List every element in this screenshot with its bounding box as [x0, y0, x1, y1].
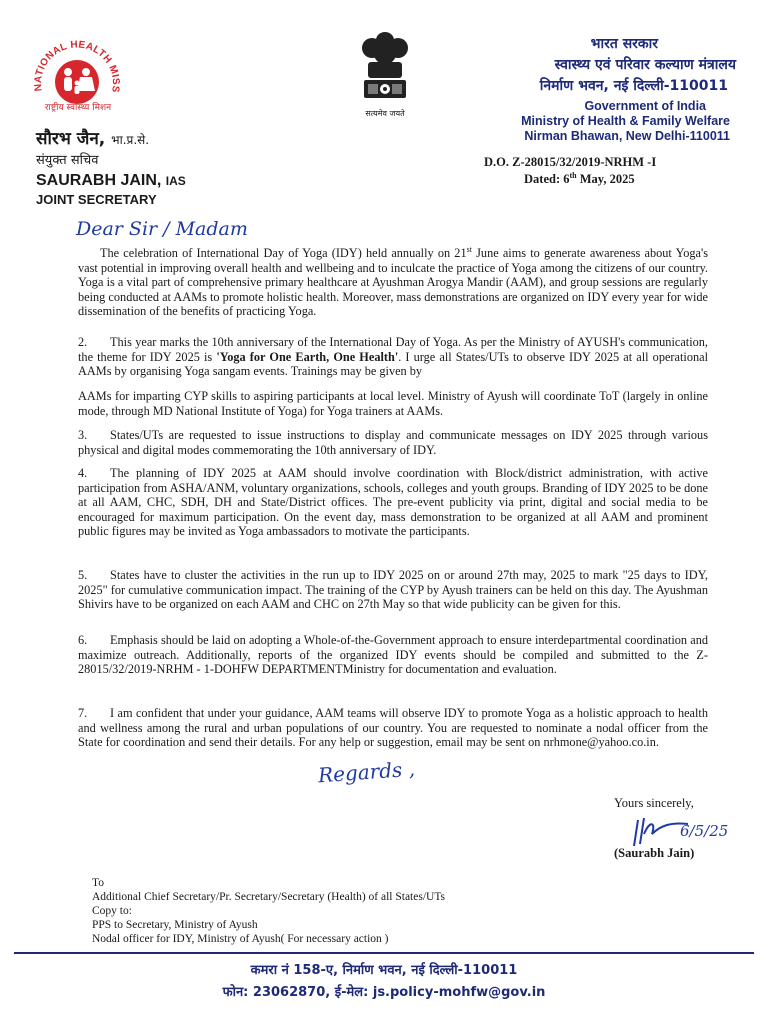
salutation: Dear Sir / Madam	[76, 218, 248, 240]
paragraph-4: 4. The planning of IDY 2025 at AAM should involve coordination with Block/district administration, with active participation from ASHA/ANM, voluntary organizations, schools, colleges and youth groups. Branding of IDY 2025 to be done at all AAM, CHC, SDH, DH and State/District offices. The pre-event publicity via print, digital and social media to be encouraged for maximum participation. On the event day, mass demonstration to be organized at all AAM and prominent public figures may be invited as Yoga ambassadors to motivate the participants.	[78, 466, 708, 539]
sender-designation-hindi: संयुक्त सचिव	[36, 153, 99, 168]
footer-email[interactable]: js.policy-mohfw@gov.in	[372, 985, 546, 1000]
paragraph-2-continued: AAMs for imparting CYP skills to aspiring participants at local level. Ministry of Ayush will coordinate ToT (largely in online mode, through MD National Institute of Yoga) for Yoga trainers at AAMs.	[78, 389, 708, 418]
to-line: Additional Chief Secretary/Pr. Secretary/Secretary (Health) of all States/UTs	[92, 891, 446, 903]
signatory-name: (Saurabh Jain)	[614, 846, 695, 860]
yours-sincerely: Yours sincerely,	[614, 796, 694, 810]
paragraph-5: 5. States have to cluster the activities in the run up to IDY 2025 on or around 27th may, 2025 to mark "25 days to IDY, 2025" for cumulative communication impact. The training of the CYP by Ayush trainers can be held on this day. The Ayushman Shivirs have to be organized on each AAM and CHC on 27th May so that wide publicity can be given for this.	[78, 568, 708, 612]
paragraph-7: 7. I am confident that under your guidance, AAM teams will observe IDY to promote Yoga as a holistic approach to health and wellness among the rural and urban populations of our country. You are requested to nominate a nodal officer from the State for coordination and send their details. For any help or suggestion, email may be sent on nrhmone@yahoo.co.in.	[78, 706, 708, 750]
footer-address: कमरा नं 158-ए, निर्माण भवन, नई दिल्ली-110011	[250, 963, 518, 978]
footer-divider	[14, 952, 754, 954]
nhm-hindi-text: राष्ट्रीय स्वास्थ्य मिशन	[44, 103, 112, 113]
to-label: To	[92, 877, 104, 889]
copy-line-2: Nodal officer for IDY, Ministry of Ayush( For necessary action )	[92, 933, 389, 945]
ministry-hindi-line2: स्वास्थ्य एवं परिवार कल्याण मंत्रालय	[554, 57, 736, 73]
letter-date: Dated: 6th May, 2025	[524, 171, 635, 187]
svg-text:NATIONAL HEALTH MISSION: NATIONAL HEALTH MISS	[32, 39, 122, 94]
ministry-english-line2: Ministry of Health & Family Welfare	[521, 114, 730, 128]
do-number: D.O. Z-28015/32/2019-NRHM -I	[484, 155, 657, 169]
nhm-logo-icon	[28, 30, 126, 128]
ministry-header	[470, 34, 736, 143]
paragraph-3: 3. States/UTs are requested to issue instructions to display and communicate messages on IDY 2025 through various physical and digital modes commemorating the 10th anniversary of IDY.	[78, 428, 708, 457]
emblem-motto: सत्यमेव जयते	[365, 109, 405, 118]
nhm-logo	[28, 30, 126, 128]
footer-contact: फोन: 23062870, ई-मेल: js.policy-mohfw@gov.in	[222, 985, 546, 1000]
ashoka-emblem-icon	[350, 26, 420, 106]
signature-date: 6/5/25	[680, 822, 729, 840]
ministry-english-line1: Government of India	[584, 99, 706, 113]
paragraph-1: The celebration of International Day of Yoga (IDY) held annually on 21st June aims to generate awareness about Yoga's vast potential in improving overall health and wellbeing and to inculcate the practice of Yoga among the citizens of our country. Yoga is a vital part of comprehensive primary healthcare at Ayushman Arogya Mandir (AAM), and group sessions are regularly being conducted at AAMs to promote holistic health. Moreover, mass demonstrations are organized on IDY every year for wide dissemination of the benefits of practicing Yoga.	[78, 245, 708, 319]
paragraph-2: 2. This year marks the 10th anniversary of the International Day of Yoga. As per the Ministry of AYUSH's communication, the theme for IDY 2025 is 'Yoga for One Earth, One Health'. I urge all States/UTs to observe IDY 2025 at all operational AAMs by organising Yoga sangam events. Trainings may be given by	[78, 335, 708, 379]
ministry-hindi-line3: निर्माण भवन, नई दिल्ली-110011	[539, 78, 728, 94]
sender-designation-english: JOINT SECRETARY	[36, 192, 157, 207]
ministry-hindi-line1: भारत सरकार	[590, 36, 658, 52]
copy-label: Copy to:	[92, 905, 132, 917]
sender-name-english: SAURABH JAIN, IAS	[36, 172, 186, 189]
regards-handwritten: Regards ,	[317, 756, 416, 788]
recipients-block	[92, 876, 445, 946]
copy-line-1: PPS to Secretary, Ministry of Ayush	[92, 919, 258, 931]
sender-name-hindi: सौरभ जैन, भा.प्र.से.	[36, 129, 150, 149]
ministry-english-line3: Nirman Bhawan, New Delhi-110011	[524, 129, 730, 143]
paragraph-6: 6. Emphasis should be laid on adopting a Whole-of-the-Government approach to ensure interdepartmental coordination and maximize outreach. Additionally, reports of the organized IDY events should be compiled and submitted to the Z-28015/32/2019-NRHM - 1-DOHFW DEPARTMENTMinistry for documentation and evaluation.	[78, 633, 708, 677]
national-emblem	[350, 26, 420, 122]
